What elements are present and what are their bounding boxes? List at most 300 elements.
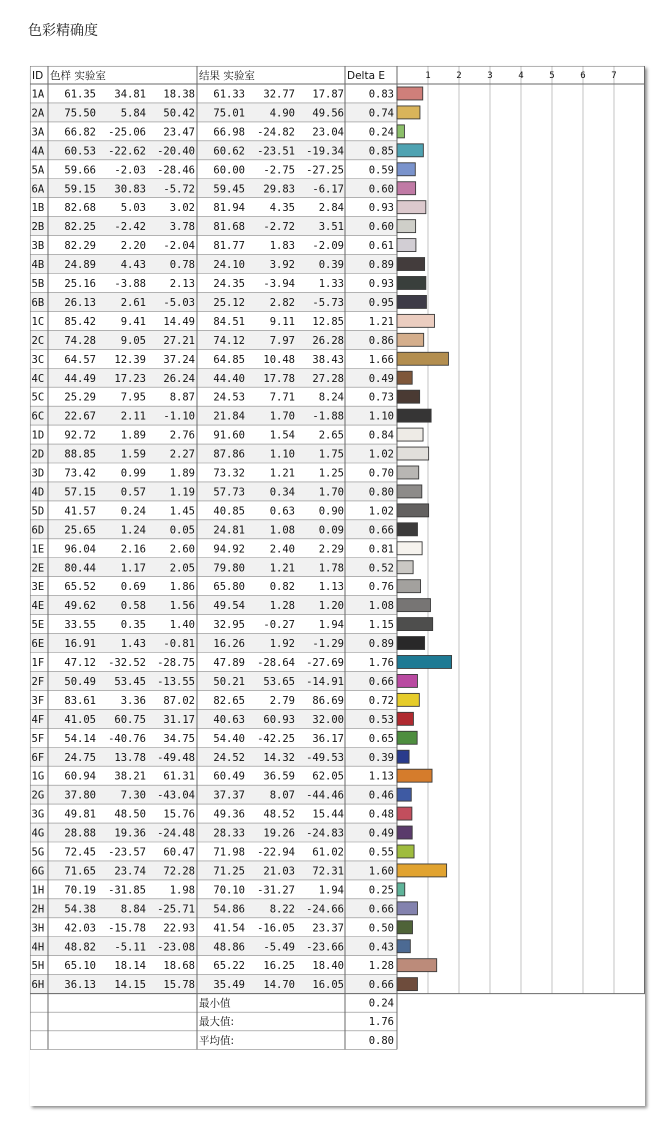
sample-lab-value: 26.13 — [64, 296, 96, 309]
delta-e-value: 1.21 — [368, 315, 394, 328]
sample-lab-value: 17.23 — [114, 372, 146, 385]
sample-lab-value: -23.57 — [108, 846, 146, 859]
delta-e-value: 0.24 — [368, 126, 394, 139]
sample-lab-value: -2.03 — [114, 164, 146, 177]
summary-label: 最大值: — [199, 1016, 235, 1029]
result-lab-value: 75.01 — [213, 107, 245, 120]
result-lab-value: 49.54 — [213, 600, 245, 613]
result-lab-value: 60.62 — [213, 145, 245, 158]
sample-lab-value: 48.50 — [114, 808, 146, 821]
result-lab-value: 2.40 — [269, 543, 295, 556]
result-lab-value: -24.83 — [306, 827, 344, 840]
delta-e-bar — [397, 921, 413, 934]
sample-lab-value: 3.36 — [120, 694, 146, 707]
sample-lab-value: 38.21 — [114, 770, 146, 783]
result-lab-value: 47.89 — [213, 657, 245, 669]
delta-e-bar — [397, 656, 452, 669]
sample-lab-value: 1.17 — [120, 562, 146, 575]
sample-lab-value: -25.71 — [157, 903, 195, 916]
delta-e-value: 1.76 — [368, 657, 394, 669]
row-id: 5C — [31, 391, 45, 404]
result-lab-value: 36.17 — [312, 732, 344, 745]
sample-lab-value: -25.06 — [108, 126, 146, 139]
sample-lab-value: -24.48 — [157, 827, 195, 840]
delta-e-bar — [397, 409, 431, 422]
delta-e-value: 1.02 — [368, 448, 394, 461]
delta-e-bar — [397, 295, 426, 308]
delta-e-value: 0.65 — [368, 732, 394, 745]
result-lab-value: 2.82 — [269, 296, 295, 309]
result-lab-value: -0.27 — [263, 619, 295, 632]
sample-lab-value: 72.45 — [64, 846, 96, 859]
delta-e-bar — [397, 826, 412, 839]
sample-lab-value: 23.74 — [114, 865, 146, 878]
result-lab-value: 16.26 — [213, 638, 245, 651]
result-lab-value: 74.12 — [213, 334, 245, 347]
result-lab-value: 24.81 — [213, 524, 245, 537]
delta-e-value: 0.89 — [368, 259, 394, 272]
result-lab-value: 1.70 — [269, 410, 295, 423]
sample-lab-value: 66.82 — [64, 126, 96, 139]
sample-lab-value: 23.47 — [163, 126, 195, 139]
result-lab-value: 86.69 — [312, 694, 344, 707]
result-lab-value: -5.73 — [312, 296, 344, 309]
axis-tick-label: 6 — [580, 71, 586, 81]
result-lab-value: 79.80 — [213, 562, 245, 575]
sample-lab-value: 14.15 — [114, 979, 146, 992]
sample-lab-value: 18.68 — [163, 960, 195, 973]
result-lab-value: 40.63 — [213, 713, 245, 726]
delta-e-value: 0.80 — [368, 486, 394, 499]
row-id: 4A — [31, 145, 45, 158]
sample-lab-value: 96.04 — [64, 543, 96, 556]
sample-lab-value: 25.16 — [64, 278, 96, 290]
sample-lab-value: 4.43 — [120, 259, 146, 272]
sample-lab-value: 2.16 — [120, 543, 146, 556]
header-sample-lab: 色样 实验室 — [50, 70, 106, 82]
sample-lab-value: 92.72 — [64, 429, 96, 442]
delta-e-value: 0.43 — [368, 941, 394, 954]
result-lab-value: -27.25 — [306, 164, 344, 177]
result-lab-value: -28.64 — [257, 657, 295, 669]
axis-tick-label: 7 — [611, 71, 617, 81]
sample-lab-value: 1.19 — [169, 486, 195, 499]
delta-e-value: 0.61 — [368, 240, 394, 253]
delta-e-value: 0.73 — [368, 391, 394, 404]
summary-label: 平均值: — [199, 1034, 235, 1047]
sample-lab-value: -40.76 — [108, 732, 146, 745]
sample-lab-value: 2.13 — [169, 278, 195, 290]
delta-e-bar — [397, 693, 419, 706]
result-lab-value: 25.12 — [213, 296, 245, 309]
delta-e-value: 0.49 — [368, 372, 394, 385]
header-result-lab: 结果 实验室 — [199, 70, 255, 82]
result-lab-value: 24.10 — [213, 259, 245, 272]
result-lab-value: 8.22 — [269, 903, 295, 916]
sample-lab-value: 2.76 — [169, 429, 195, 442]
sample-lab-value: 83.61 — [64, 694, 96, 707]
delta-e-value: 0.53 — [368, 713, 394, 726]
delta-e-value: 0.46 — [368, 789, 394, 802]
row-id: 1F — [31, 657, 45, 669]
delta-e-value: 0.52 — [368, 562, 394, 575]
result-lab-value: 40.85 — [213, 505, 245, 518]
sample-lab-value: 8.84 — [120, 903, 146, 916]
result-lab-value: 81.94 — [213, 202, 245, 215]
result-lab-value: 32.77 — [263, 88, 295, 101]
sample-lab-value: 13.78 — [114, 751, 146, 764]
result-lab-value: 81.77 — [213, 240, 245, 253]
sample-lab-value: 64.57 — [64, 353, 96, 366]
result-lab-value: -14.91 — [306, 675, 344, 688]
sample-lab-value: 2.60 — [169, 543, 195, 556]
result-lab-value: 17.87 — [312, 88, 344, 101]
sample-lab-value: 2.20 — [120, 240, 146, 253]
result-lab-value: 21.84 — [213, 410, 245, 423]
delta-e-value: 1.66 — [368, 353, 394, 366]
sample-lab-value: -20.40 — [157, 145, 195, 158]
result-lab-value: -2.09 — [312, 240, 344, 253]
delta-e-bar — [397, 864, 447, 877]
result-lab-value: 41.54 — [213, 922, 245, 935]
sample-lab-value: 54.14 — [64, 732, 96, 745]
sample-lab-value: 44.49 — [64, 372, 96, 385]
result-lab-value: 32.95 — [213, 619, 245, 632]
result-lab-value: 91.60 — [213, 429, 245, 442]
result-lab-value: 1.10 — [269, 448, 295, 461]
delta-e-bar — [397, 504, 429, 517]
delta-e-value: 0.93 — [368, 202, 394, 215]
result-lab-value: 18.40 — [312, 960, 344, 973]
row-id: 5G — [31, 846, 45, 859]
sample-lab-value: 33.55 — [64, 619, 96, 632]
sample-lab-value: -31.85 — [108, 884, 146, 897]
sample-lab-value: 1.89 — [169, 467, 195, 480]
sample-lab-value: -28.75 — [157, 657, 195, 669]
result-lab-value: -31.27 — [257, 884, 295, 897]
result-lab-value: 44.40 — [213, 372, 245, 385]
result-lab-value: 23.37 — [312, 922, 344, 935]
sample-lab-value: 30.83 — [114, 183, 146, 196]
delta-e-bar — [397, 220, 416, 233]
result-lab-value: -3.94 — [263, 278, 295, 290]
result-lab-value: -42.25 — [257, 732, 295, 745]
result-lab-value: 73.32 — [213, 467, 245, 480]
row-id: 5D — [31, 505, 45, 518]
sample-lab-value: 0.99 — [120, 467, 146, 480]
delta-e-bar — [397, 637, 425, 650]
row-id: 3D — [31, 467, 45, 480]
delta-e-bar — [397, 106, 420, 119]
sample-lab-value: 48.82 — [64, 941, 96, 954]
delta-e-value: 0.60 — [368, 183, 394, 196]
result-lab-value: 54.86 — [213, 903, 245, 916]
result-lab-value: -23.66 — [306, 941, 344, 954]
row-id: 3B — [31, 240, 45, 253]
sample-lab-value: 28.88 — [64, 827, 96, 840]
result-lab-value: 0.39 — [318, 259, 344, 272]
result-lab-value: 65.22 — [213, 960, 245, 973]
sample-lab-value: 1.56 — [169, 600, 195, 613]
result-lab-value: 14.70 — [263, 979, 295, 992]
axis-tick-label: 4 — [518, 71, 524, 81]
result-lab-value: -1.29 — [312, 638, 344, 651]
sample-lab-value: 1.40 — [169, 619, 195, 632]
delta-e-bar — [397, 87, 423, 100]
delta-e-bar — [397, 447, 429, 460]
delta-e-bar — [397, 580, 421, 593]
row-id: 6D — [31, 524, 45, 537]
result-lab-value: -16.05 — [257, 922, 295, 935]
delta-e-bar — [397, 712, 413, 725]
row-id: 5B — [31, 278, 45, 290]
result-lab-value: 37.37 — [213, 789, 245, 802]
sample-lab-value: 1.59 — [120, 448, 146, 461]
delta-e-bar — [397, 883, 405, 896]
delta-e-value: 0.86 — [368, 334, 394, 347]
result-lab-value: 1.94 — [318, 619, 344, 632]
result-lab-value: 1.70 — [318, 486, 344, 499]
sample-lab-value: 37.24 — [163, 353, 195, 366]
delta-e-bar — [397, 466, 419, 479]
sample-lab-value: 37.80 — [64, 789, 96, 802]
axis-tick-label: 3 — [487, 71, 493, 81]
sample-lab-value: 9.05 — [120, 334, 146, 347]
sample-lab-value: -49.48 — [157, 751, 195, 764]
delta-e-value: 0.50 — [368, 922, 394, 935]
result-lab-value: 1.78 — [318, 562, 344, 575]
delta-e-bar — [397, 125, 404, 138]
row-id: 1H — [31, 884, 45, 897]
result-lab-value: 60.00 — [213, 164, 245, 177]
result-lab-value: -1.88 — [312, 410, 344, 423]
row-id: 6F — [31, 751, 45, 764]
result-lab-value: 24.53 — [213, 391, 245, 404]
result-lab-value: 0.34 — [269, 486, 295, 499]
result-lab-value: -24.82 — [257, 126, 295, 139]
delta-e-value: 1.15 — [368, 619, 394, 632]
axis-tick-label: 1 — [425, 71, 431, 81]
sample-lab-value: 27.21 — [163, 334, 195, 347]
sample-lab-value: 1.86 — [169, 581, 195, 594]
result-lab-value: 2.84 — [318, 202, 344, 215]
result-lab-value: 1.75 — [318, 448, 344, 461]
sample-lab-value: 7.95 — [120, 391, 146, 404]
delta-e-value: 1.08 — [368, 600, 394, 613]
sample-lab-value: 87.02 — [163, 694, 195, 707]
row-id: 3E — [31, 581, 45, 594]
result-lab-value: 65.80 — [213, 581, 245, 594]
summary-value: 0.80 — [368, 1034, 394, 1047]
result-lab-value: 3.51 — [318, 221, 344, 234]
result-lab-value: 2.79 — [269, 694, 295, 707]
delta-e-value: 1.10 — [368, 410, 394, 423]
sample-lab-value: 50.42 — [163, 107, 195, 120]
sample-lab-value: -15.78 — [108, 922, 146, 935]
sample-lab-value: 24.89 — [64, 259, 96, 272]
delta-e-bar — [397, 674, 417, 687]
result-lab-value: 29.83 — [263, 183, 295, 196]
delta-e-bar — [397, 144, 423, 157]
sample-lab-value: 60.75 — [114, 713, 146, 726]
result-lab-value: 35.49 — [213, 979, 245, 992]
result-lab-value: 84.51 — [213, 315, 245, 328]
delta-e-bar — [397, 333, 424, 346]
sample-lab-value: 34.81 — [114, 88, 146, 101]
sample-lab-value: 1.89 — [120, 429, 146, 442]
result-lab-value: 24.35 — [213, 278, 245, 290]
delta-e-bar — [397, 618, 433, 631]
sample-lab-value: -5.72 — [163, 183, 195, 196]
result-lab-value: 1.28 — [269, 600, 295, 613]
sample-lab-value: 5.03 — [120, 202, 146, 215]
delta-e-bar — [397, 258, 425, 271]
row-id: 2C — [31, 334, 45, 347]
delta-e-bar — [397, 561, 413, 574]
delta-e-bar — [397, 239, 416, 252]
row-id: 3G — [31, 808, 45, 821]
delta-e-value: 0.76 — [368, 581, 394, 594]
sample-lab-value: 0.05 — [169, 524, 195, 537]
delta-e-bar — [397, 352, 448, 365]
result-lab-value: 53.65 — [263, 675, 295, 688]
result-lab-value: 1.20 — [318, 600, 344, 613]
row-id: 1B — [31, 202, 45, 215]
row-id: 4D — [31, 486, 45, 499]
sample-lab-value: 80.44 — [64, 562, 96, 575]
delta-e-value: 0.60 — [368, 221, 394, 234]
result-lab-value: 36.59 — [263, 770, 295, 783]
sample-lab-value: 59.15 — [64, 183, 96, 196]
delta-e-value: 0.89 — [368, 638, 394, 651]
result-lab-value: 48.86 — [213, 941, 245, 954]
result-lab-value: 70.10 — [213, 884, 245, 897]
result-lab-value: 1.21 — [269, 467, 295, 480]
delta-e-value: 0.25 — [368, 884, 394, 897]
result-lab-value: 57.73 — [213, 486, 245, 499]
row-id: 6A — [31, 183, 45, 196]
sample-lab-value: -3.88 — [114, 278, 146, 290]
sample-lab-value: -22.62 — [108, 145, 146, 158]
delta-e-bar — [397, 845, 414, 858]
delta-e-bar — [397, 428, 423, 441]
sample-lab-value: -28.46 — [157, 164, 195, 177]
axis-tick-label: 2 — [456, 71, 462, 81]
result-lab-value: 32.00 — [312, 713, 344, 726]
result-lab-value: 59.45 — [213, 183, 245, 196]
row-id: 3F — [31, 694, 45, 707]
result-lab-value: 49.56 — [312, 107, 344, 120]
row-id: 5H — [31, 960, 45, 973]
sample-lab-value: 71.65 — [64, 865, 96, 878]
delta-e-bar — [397, 523, 417, 536]
sample-lab-value: 75.50 — [64, 107, 96, 120]
result-lab-value: -27.69 — [306, 657, 344, 669]
sample-lab-value: 49.62 — [64, 600, 96, 613]
sample-lab-value: 31.17 — [163, 713, 195, 726]
sample-lab-value: 16.91 — [64, 638, 96, 651]
row-id: 5E — [31, 619, 45, 632]
result-lab-value: 1.25 — [318, 467, 344, 480]
sample-lab-value: 50.49 — [64, 675, 96, 688]
sample-lab-value: 2.05 — [169, 562, 195, 575]
sample-lab-value: 25.29 — [64, 391, 96, 404]
row-id: 4E — [31, 600, 45, 613]
row-id: 6H — [31, 979, 45, 992]
result-lab-value: 1.13 — [318, 581, 344, 594]
sample-lab-value: 0.57 — [120, 486, 146, 499]
delta-e-bar — [397, 902, 417, 915]
result-lab-value: 48.52 — [263, 808, 295, 821]
result-lab-value: 54.40 — [213, 732, 245, 745]
sample-lab-value: 26.24 — [163, 372, 195, 385]
result-lab-value: -23.51 — [257, 145, 295, 158]
sample-lab-value: 5.84 — [120, 107, 146, 120]
delta-e-value: 0.66 — [368, 675, 394, 688]
row-id: 4H — [31, 941, 45, 954]
sample-lab-value: -5.11 — [114, 941, 146, 954]
sample-lab-value: 59.66 — [64, 164, 96, 177]
result-lab-value: 94.92 — [213, 543, 245, 556]
result-lab-value: 23.04 — [312, 126, 344, 139]
row-id: 1D — [31, 429, 45, 442]
delta-e-value: 0.59 — [368, 164, 394, 177]
sample-lab-value: -2.04 — [163, 240, 195, 253]
result-lab-value: 82.65 — [213, 694, 245, 707]
delta-e-value: 0.55 — [368, 846, 394, 859]
sample-lab-value: -13.55 — [157, 675, 195, 688]
result-lab-value: 17.78 — [263, 372, 295, 385]
sample-lab-value: 85.42 — [64, 315, 96, 328]
row-id: 2F — [31, 675, 45, 688]
sample-lab-value: 49.81 — [64, 808, 96, 821]
result-lab-value: 71.98 — [213, 846, 245, 859]
delta-e-value: 1.28 — [368, 960, 394, 973]
delta-e-value: 1.02 — [368, 505, 394, 518]
summary-value: 1.76 — [368, 1016, 394, 1029]
row-id: 3C — [31, 353, 45, 366]
sample-lab-value: 8.87 — [169, 391, 195, 404]
result-lab-value: 16.25 — [263, 960, 295, 973]
delta-e-value: 1.60 — [368, 865, 394, 878]
sample-lab-value: 18.38 — [163, 88, 195, 101]
delta-e-bar — [397, 182, 416, 195]
result-lab-value: 19.26 — [263, 827, 295, 840]
sample-lab-value: 61.31 — [163, 770, 195, 783]
delta-e-value: 0.81 — [368, 543, 394, 556]
result-lab-value: 0.82 — [269, 581, 295, 594]
sample-lab-value: 54.38 — [64, 903, 96, 916]
result-lab-value: 1.94 — [318, 884, 344, 897]
sample-lab-value: 0.69 — [120, 581, 146, 594]
result-lab-value: -44.46 — [306, 789, 344, 802]
delta-e-value: 0.39 — [368, 751, 394, 764]
result-lab-value: 27.28 — [312, 372, 344, 385]
sample-lab-value: 60.94 — [64, 770, 96, 783]
sample-lab-value: 22.93 — [163, 922, 195, 935]
sample-lab-value: 41.05 — [64, 713, 96, 726]
delta-e-value: 0.85 — [368, 145, 394, 158]
sample-lab-value: 19.36 — [114, 827, 146, 840]
result-lab-value: 21.03 — [263, 865, 295, 878]
result-lab-value: 1.08 — [269, 524, 295, 537]
result-lab-value: 0.90 — [318, 505, 344, 518]
delta-e-bar — [397, 769, 432, 782]
sample-lab-value: -0.81 — [163, 638, 195, 651]
delta-e-bar — [397, 940, 410, 953]
sample-lab-value: 72.28 — [163, 865, 195, 878]
result-lab-value: 38.43 — [312, 353, 344, 366]
